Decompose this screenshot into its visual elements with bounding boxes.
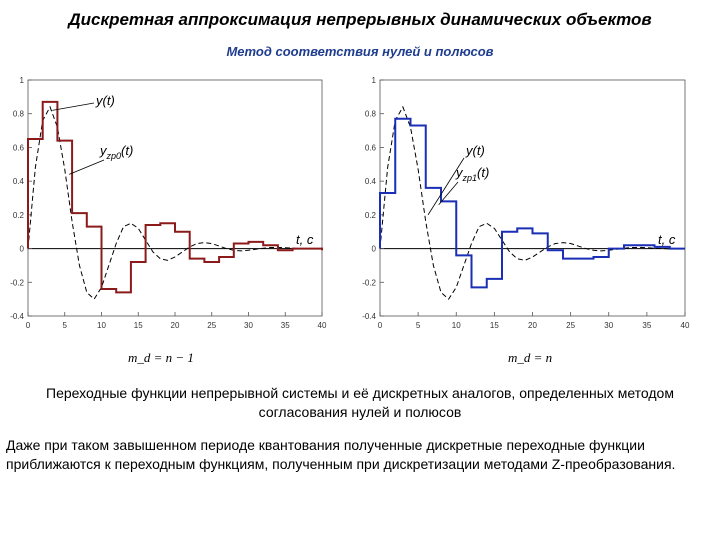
x-tick-label: 20 [528, 321, 537, 330]
right-m-formula: m_d = n [508, 350, 553, 365]
discrete-step-line [28, 102, 322, 292]
left-m-formula: m_d = n − 1 [128, 350, 194, 365]
page-subtitle: Метод соответствия нулей и полюсов [226, 44, 494, 59]
y-tick-label: 1 [371, 76, 376, 85]
left-chart [0, 72, 340, 334]
x-tick-label: 25 [207, 321, 217, 330]
x-tick-label: 30 [604, 321, 614, 330]
x-tick-label: 25 [566, 321, 576, 330]
y-tick-label: 0.8 [364, 109, 376, 119]
annotation-arrow [52, 103, 94, 110]
y-tick-label: 1 [19, 76, 24, 85]
y-tick-label: -0.4 [10, 312, 24, 321]
x-tick-label: 35 [280, 321, 290, 330]
y-t-annotation: y(t) [466, 143, 485, 158]
x-tick-label: 0 [377, 321, 383, 330]
y-tick-label: 0.8 [12, 109, 24, 119]
right-chart [350, 72, 700, 334]
body-note: Даже при таком завышенном периоде квантования полученные дискретные переходные функции приближаются к переходным функциям, полученным при дискретизации методами Z-преобразования. [6, 437, 676, 472]
y-tick-label: 0.2 [364, 210, 376, 220]
y-tick-label: 0.4 [364, 177, 376, 187]
y-tick-label: 0.6 [364, 143, 376, 153]
y-tick-label: 0.6 [12, 143, 24, 153]
annotation-arrow [69, 160, 104, 174]
time-axis-label: t, c [658, 232, 676, 247]
x-tick-label: 15 [489, 321, 499, 330]
x-tick-label: 35 [642, 321, 652, 330]
y-t-annotation: y(t) [96, 93, 115, 108]
y-tick-label: 0.4 [12, 177, 24, 187]
x-tick-label: 30 [244, 321, 253, 330]
y-tick-label: -0.2 [10, 278, 24, 288]
x-tick-label: 10 [451, 321, 461, 330]
y-zp1-annotation: $y_{zp1}(t)$ [456, 165, 490, 183]
time-axis-label: t, c [296, 232, 314, 247]
page-title: Дискретная аппроксимация непрерывных динамических объектов [68, 10, 652, 29]
x-tick-label: 5 [415, 321, 421, 330]
y-tick-label: 0 [19, 244, 24, 254]
x-tick-label: 10 [97, 321, 106, 330]
y-tick-label: -0.2 [362, 278, 376, 288]
x-tick-label: 20 [170, 321, 180, 330]
discrete-step-line [380, 119, 685, 288]
x-tick-label: 15 [133, 321, 143, 330]
y-tick-label: 0 [371, 244, 376, 254]
x-tick-label: 40 [317, 321, 327, 330]
figure-caption: Переходные функции непрерывной системы и её дискретных аналогов, определенных методом согласования нулей и полюсов [46, 385, 674, 420]
plot-frame [380, 80, 685, 316]
y-zp0-annotation: $y_{zp0}(t)$ [100, 143, 134, 161]
x-tick-label: 0 [25, 321, 31, 330]
x-tick-label: 40 [680, 321, 690, 330]
x-tick-label: 5 [62, 321, 67, 330]
y-tick-label: -0.4 [362, 312, 376, 321]
y-tick-label: 0.2 [12, 210, 24, 220]
